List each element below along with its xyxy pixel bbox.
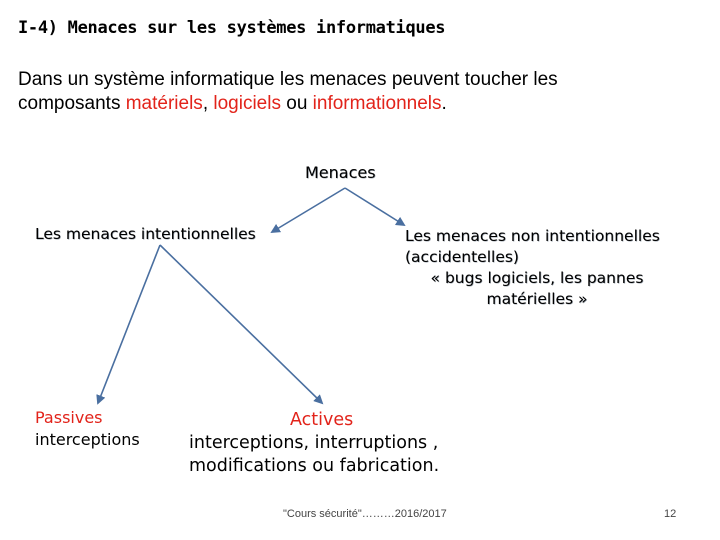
term-logiciels: logiciels (213, 93, 281, 114)
intro-line-1: Dans un système informatique les menaces peuvent toucher les (18, 69, 558, 90)
term-materiels: matériels (125, 93, 203, 114)
branch-intentional: Les menaces intentionnelles (35, 225, 256, 243)
branch-non-intentional-example-1: « bugs logiciels, les pannes (430, 269, 644, 287)
node-active-detail-1: interceptions, interruptions , (189, 433, 439, 453)
page-number: 12 (664, 508, 677, 520)
node-passive (35, 407, 140, 451)
branch-non-intentional (405, 226, 669, 310)
branch-non-intentional-subtitle: (accidentelles) (405, 248, 519, 266)
arrow-root-to-right (345, 188, 404, 225)
node-active-detail-2: modifications ou fabrication. (189, 456, 440, 476)
node-active-title: Actives (290, 410, 354, 430)
node-passive-detail: interceptions (35, 430, 140, 449)
term-informationnels: informationnels (312, 93, 442, 114)
footer-course-label: "Cours sécurité"………2016/2017 (283, 508, 447, 520)
arrow-root-to-left (272, 188, 345, 232)
node-active (189, 409, 439, 478)
arrow-left-to-passive (98, 245, 160, 403)
intro-sep-1: , (202, 93, 214, 114)
branch-non-intentional-title: Les menaces non intentionnelles (405, 227, 660, 245)
arrow-left-to-active (160, 245, 322, 403)
slide-title: I-4) Menaces sur les systèmes informatiques (18, 18, 446, 38)
intro-prefix: composants (18, 93, 126, 114)
diagram-root-menaces: Menaces (305, 163, 376, 182)
branch-non-intentional-example-2: matérielles » (486, 290, 588, 308)
intro-suffix: . (441, 93, 447, 114)
node-passive-title: Passives (35, 408, 103, 427)
intro-sep-2: ou (280, 93, 313, 114)
